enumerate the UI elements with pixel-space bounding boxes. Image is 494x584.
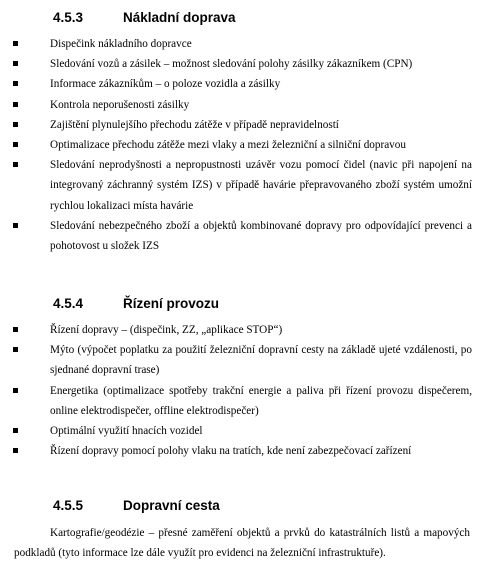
list-item [0,54,494,74]
section-heading-4-5-5 [53,497,220,515]
list-item-text: Sledování nebezpečného zboží a objektů kombinované dopravy pro odpovídající prevenci a pohotovost u složek IZS [50,219,472,253]
list-item-text: Sledování neprodyšnosti a nepropustnosti uzávěr vozu pomocí čidel (navic při napojení na integrovaný záchranný systém IZS) v případě havárie přepravovaného zboží systém umožní rychlou lokalizaci místa havárie [50,159,472,212]
list-item-text: Informace zákazníkům – o poloze vozidla a zásilky [50,78,281,91]
bullet-icon [13,223,18,228]
list-item-text: Řízení dopravy – (dispečink, ZZ, „aplikace STOP“) [50,324,283,336]
list-item [0,74,494,94]
list-item [0,340,494,380]
section-title: Řízení provozu [123,296,220,311]
list-item [0,115,494,135]
list-item [0,95,494,115]
list-item-text: Optimalizace přechodu zátěže mezi vlaky a mezi železniční a silniční dopravou [50,139,406,152]
section-paragraph: Kartografie/geodézie – přesné zaměření objektů a prvků do katastrálních listů a mapových podkladů (tyto informace lze dále využít pro evidenci na železniční infrastruktuře). [14,527,470,559]
list-item-text: Kontrola neporušenosti zásilky [50,98,190,111]
list-item-text: Zajištění plynulejšího přechodu zátěže v případě nepravidelností [50,118,339,131]
list-item-text: Řízení dopravy pomocí polohy vlaku na tratích, kde není zabezpečovací zařízení [50,445,412,458]
list-item [0,155,494,216]
list-item [0,135,494,155]
section-title: Dopravní cesta [123,498,220,513]
section-number: 4.5.5 [53,498,84,513]
bullet-icon [13,61,18,66]
list-item [0,320,494,340]
bullet-list-4-5-4 [0,320,494,461]
bullet-icon [13,448,18,453]
section-heading-4-5-4 [53,295,219,313]
list-item [0,381,494,421]
bullet-icon [13,388,18,393]
list-item-text: Optimální využití hnacích vozidel [50,425,203,438]
section-number: 4.5.4 [53,296,84,311]
bullet-icon [13,162,18,167]
section-heading-4-5-3 [53,9,236,27]
bullet-list-4-5-3 [0,34,494,256]
bullet-icon [13,327,18,332]
list-item-text: Dispečink nákladního dopravce [50,38,192,50]
list-item [0,216,494,256]
bullet-icon [13,142,18,147]
bullet-icon [13,122,18,127]
bullet-icon [13,102,18,107]
bullet-icon [13,81,18,86]
bullet-icon [13,428,18,433]
list-item [0,441,494,461]
list-item-text: Energetika (optimalizace spotřeby trakční energie a paliva při řízení provozu dispečerem, online elektrodispečer, offline elektrodispečer) [50,384,472,417]
bullet-icon [13,41,18,46]
section-title: Nákladní doprava [123,10,236,25]
list-item-text: Mýto (výpočet poplatku za použití železniční dopravní cesty na základě ujeté vzdálenosti, po sjednané dopravní trase) [50,344,472,377]
bullet-icon [13,347,18,352]
section-number: 4.5.3 [53,10,84,25]
list-item [0,421,494,441]
list-item [0,34,494,54]
list-item-text: Sledování vozů a zásilek – možnost sledování polohy zásilky zákazníkem (CPN) [50,58,413,71]
